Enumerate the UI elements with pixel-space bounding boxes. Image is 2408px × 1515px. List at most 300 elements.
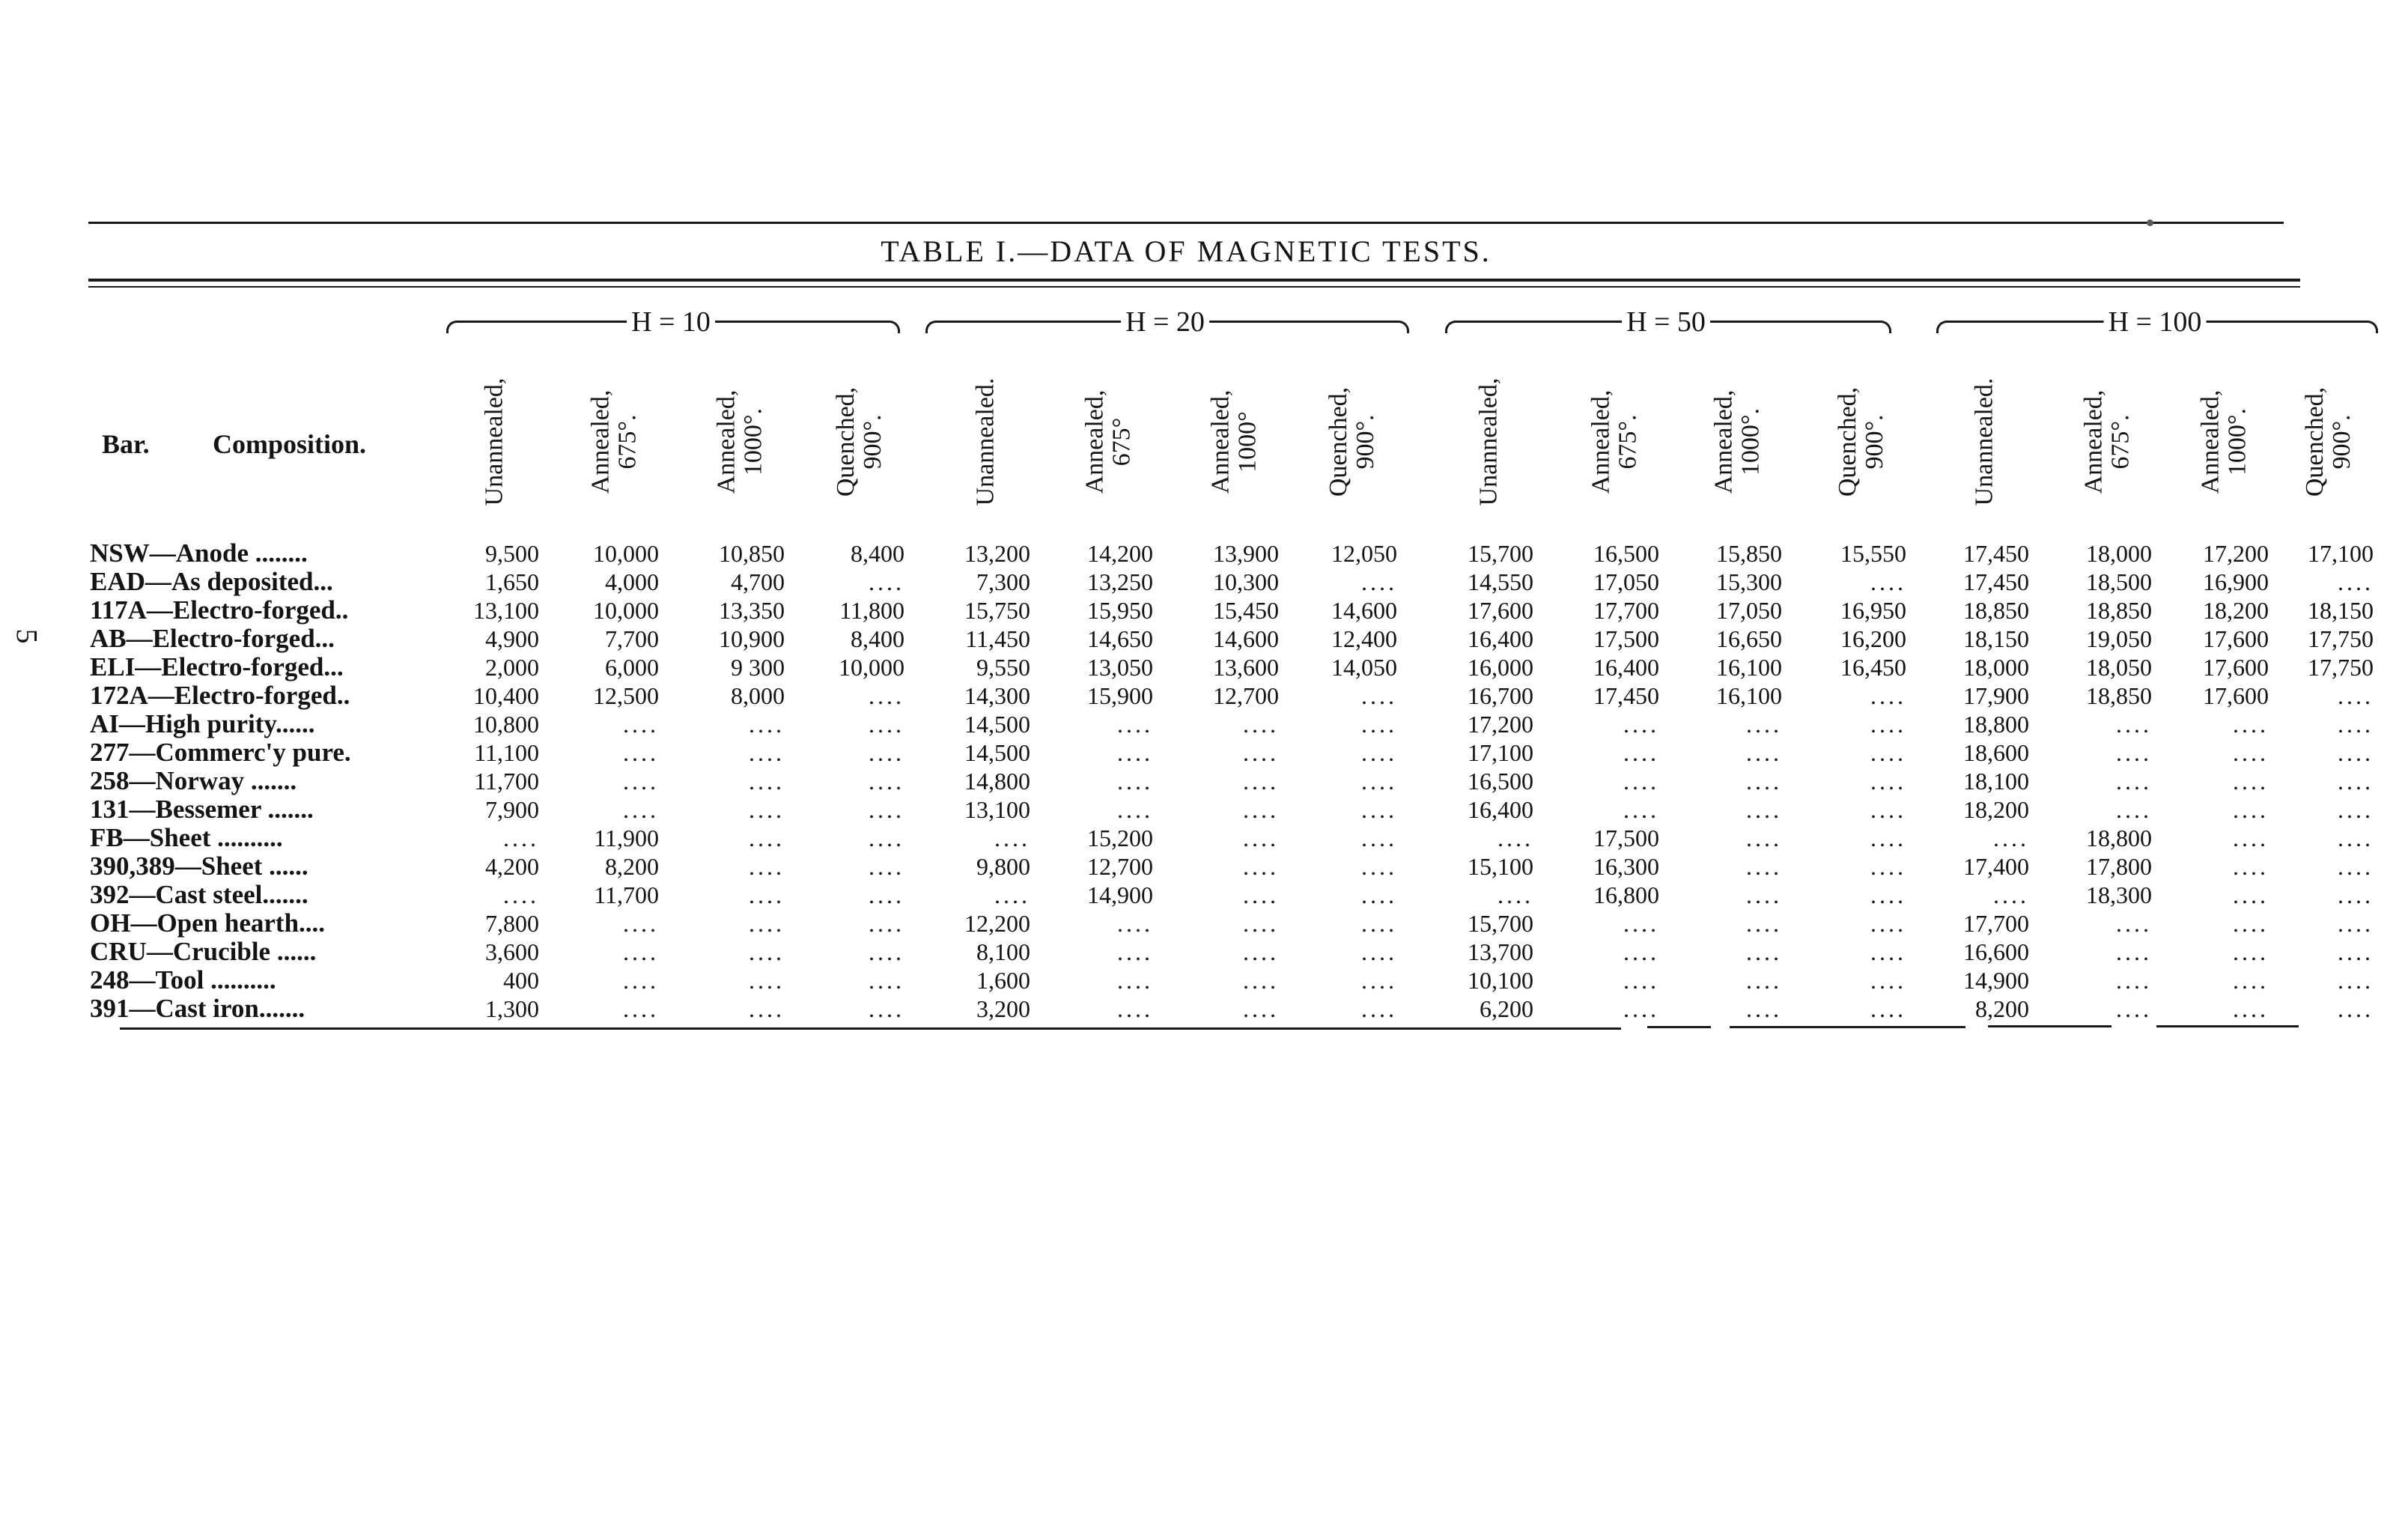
table-cell: 13,900 bbox=[1213, 540, 1279, 567]
table-cell: .... bbox=[2233, 768, 2269, 795]
table-cell: 8,200 bbox=[1975, 995, 2029, 1022]
column-header-line2: 1000° bbox=[1233, 411, 1261, 473]
column-header-line1: Annealed, bbox=[586, 389, 614, 494]
table-cell: 15,100 bbox=[1468, 853, 1533, 880]
table-cell: .... bbox=[1870, 682, 1906, 709]
table-cell: 10,000 bbox=[593, 540, 659, 567]
table-cell: 13,200 bbox=[964, 540, 1030, 567]
table-cell: .... bbox=[1870, 768, 1906, 795]
table-cell: 18,500 bbox=[2086, 568, 2152, 595]
table-cell: .... bbox=[1361, 881, 1397, 908]
table-cell: 14,550 bbox=[1468, 568, 1533, 595]
table-cell: 18,800 bbox=[2086, 825, 2152, 851]
table-cell: .... bbox=[1623, 739, 1659, 766]
table-cell: .... bbox=[1361, 682, 1397, 709]
table-cell: .... bbox=[869, 967, 904, 994]
table-cell: 12,500 bbox=[593, 682, 659, 709]
table-cell: 17,700 bbox=[1593, 597, 1659, 624]
table-cell: .... bbox=[869, 853, 904, 880]
table-cell: 15,200 bbox=[1087, 825, 1153, 851]
table-cell: 17,750 bbox=[2308, 654, 2374, 681]
table-cell: .... bbox=[623, 739, 659, 766]
table-cell: .... bbox=[623, 711, 659, 738]
table-cell: 15,900 bbox=[1087, 682, 1153, 709]
table-cell: .... bbox=[2116, 711, 2152, 738]
table-cell: 4,200 bbox=[485, 853, 539, 880]
table-cell: .... bbox=[1993, 825, 2029, 851]
table-cell: .... bbox=[2116, 995, 2152, 1022]
table-cell: .... bbox=[1117, 768, 1153, 795]
table-cell: .... bbox=[1746, 739, 1782, 766]
column-header-line1: Quenched, bbox=[2300, 386, 2329, 497]
table-cell: 19,050 bbox=[2086, 625, 2152, 652]
table-cell: 16,900 bbox=[2203, 568, 2269, 595]
table-cell: .... bbox=[994, 881, 1030, 908]
table-cell: 16,100 bbox=[1716, 654, 1782, 681]
table-cell: 16,400 bbox=[1468, 796, 1533, 823]
table-cell: .... bbox=[1746, 711, 1782, 738]
table-cell: .... bbox=[2233, 853, 2269, 880]
table-cell: .... bbox=[1243, 967, 1279, 994]
column-header-line2: 675° bbox=[1107, 417, 1135, 467]
table-cell: .... bbox=[869, 995, 904, 1022]
table-cell: .... bbox=[2233, 995, 2269, 1022]
table-cell: .... bbox=[2233, 938, 2269, 965]
table-cell: .... bbox=[1746, 796, 1782, 823]
table-cell: 18,150 bbox=[2308, 597, 2374, 624]
column-header-line1: Annealed, bbox=[1587, 389, 1614, 494]
table-cell: .... bbox=[1361, 825, 1397, 851]
table-cell: 17,600 bbox=[2203, 625, 2269, 652]
table-cell: 17,500 bbox=[1593, 625, 1659, 652]
table-cell: .... bbox=[749, 796, 785, 823]
table-cell: 12,200 bbox=[964, 910, 1030, 937]
table-cell: 15,700 bbox=[1468, 910, 1533, 937]
table-cell: .... bbox=[2116, 938, 2152, 965]
table-cell: 13,350 bbox=[719, 597, 785, 624]
table-cell: 16,300 bbox=[1593, 853, 1659, 880]
table-cell: 17,600 bbox=[1468, 597, 1533, 624]
row-label: NSW—Anode ........ bbox=[90, 539, 308, 568]
table-cell: 16,800 bbox=[1593, 881, 1659, 908]
table-cell: 13,050 bbox=[1087, 654, 1153, 681]
column-header-line2: 900°. bbox=[1860, 414, 1888, 470]
table-cell: 3,200 bbox=[976, 995, 1030, 1022]
column-header-text bbox=[1207, 390, 1261, 494]
table-cell: 18,200 bbox=[2203, 597, 2269, 624]
table-cell: 14,600 bbox=[1213, 625, 1279, 652]
table-cell: .... bbox=[749, 768, 785, 795]
table-cell: 16,700 bbox=[1468, 682, 1533, 709]
table-cell: .... bbox=[503, 881, 539, 908]
column-header-line1: Quenched, bbox=[1324, 386, 1352, 497]
table-cell: 15,950 bbox=[1087, 597, 1153, 624]
row-label: 391—Cast iron....... bbox=[90, 995, 305, 1023]
row-label: 390,389—Sheet ...... bbox=[90, 852, 308, 881]
column-header-line2: 1000°. bbox=[1736, 407, 1764, 476]
column-header bbox=[2231, 352, 2408, 532]
group-label: H = 100 bbox=[2104, 306, 2207, 338]
table-cell: 15,300 bbox=[1716, 568, 1782, 595]
top-rule bbox=[88, 222, 2284, 224]
table-cell: .... bbox=[1870, 995, 1906, 1022]
bottom-rule-segment bbox=[1730, 1026, 1965, 1028]
table-cell: 17,050 bbox=[1593, 568, 1659, 595]
table-cell: 16,450 bbox=[1840, 654, 1906, 681]
table-cell: .... bbox=[1361, 938, 1397, 965]
column-header-line2: 675°. bbox=[1614, 414, 1641, 470]
table-cell: .... bbox=[1498, 825, 1533, 851]
table-cell: 17,500 bbox=[1593, 825, 1659, 851]
table-cell: 14,300 bbox=[964, 682, 1030, 709]
table-cell: 13,250 bbox=[1087, 568, 1153, 595]
table-cell: 17,450 bbox=[1593, 682, 1659, 709]
table-cell: .... bbox=[503, 825, 539, 851]
table-cell: 8,400 bbox=[851, 625, 904, 652]
table-cell: 3,600 bbox=[485, 938, 539, 965]
column-header-text bbox=[972, 378, 999, 506]
group-label: H = 10 bbox=[627, 306, 715, 338]
table-cell: 18,300 bbox=[2086, 881, 2152, 908]
table-cell: 7,300 bbox=[976, 568, 1030, 595]
column-header-text bbox=[713, 390, 767, 494]
table-cell: .... bbox=[2338, 711, 2374, 738]
table-cell: 12,400 bbox=[1331, 625, 1397, 652]
table-cell: .... bbox=[1117, 967, 1153, 994]
table-cell: 16,400 bbox=[1593, 654, 1659, 681]
row-label: ELI—Electro-forged... bbox=[90, 653, 344, 681]
table-cell: .... bbox=[2338, 825, 2374, 851]
table-cell: 9 300 bbox=[731, 654, 785, 681]
column-header-text bbox=[1710, 390, 1764, 494]
table-cell: .... bbox=[2338, 910, 2374, 937]
table-cell: .... bbox=[1623, 711, 1659, 738]
table-cell: 10,800 bbox=[473, 711, 539, 738]
bottom-rule-segment bbox=[2156, 1025, 2299, 1027]
table-cell: .... bbox=[2116, 739, 2152, 766]
table-cell: 10,900 bbox=[719, 625, 785, 652]
table-cell: .... bbox=[1243, 995, 1279, 1022]
table-cell: 13,100 bbox=[473, 597, 539, 624]
row-label: CRU—Crucible ...... bbox=[90, 938, 317, 966]
column-header-text bbox=[1587, 390, 1641, 494]
column-header-line1: Quenched, bbox=[1833, 386, 1861, 497]
table-cell: .... bbox=[2338, 881, 2374, 908]
table-cell: .... bbox=[749, 910, 785, 937]
column-header-line1: Unannealed, bbox=[480, 377, 508, 506]
table-cell: .... bbox=[1243, 825, 1279, 851]
table-cell: .... bbox=[2233, 825, 2269, 851]
table-cell: .... bbox=[1361, 568, 1397, 595]
table-cell: .... bbox=[869, 825, 904, 851]
table-cell: .... bbox=[2116, 967, 2152, 994]
table-cell: .... bbox=[623, 910, 659, 937]
column-header-text bbox=[2302, 387, 2356, 497]
column-header-text bbox=[587, 390, 641, 494]
table-cell: 13,700 bbox=[1468, 938, 1533, 965]
table-cell: 15,450 bbox=[1213, 597, 1279, 624]
table-cell: .... bbox=[1243, 910, 1279, 937]
table-cell: 16,500 bbox=[1468, 768, 1533, 795]
table-cell: 13,600 bbox=[1213, 654, 1279, 681]
column-header-text bbox=[1971, 378, 1998, 506]
table-cell: .... bbox=[869, 910, 904, 937]
column-header-line1: Annealed, bbox=[1206, 389, 1234, 494]
table-cell: 17,400 bbox=[1963, 853, 2029, 880]
table-cell: .... bbox=[869, 568, 904, 595]
row-label: 131—Bessemer ....... bbox=[90, 795, 314, 824]
bottom-rule-segment bbox=[1988, 1025, 2111, 1027]
table-cell: .... bbox=[1746, 910, 1782, 937]
table-cell: .... bbox=[1870, 739, 1906, 766]
table-cell: .... bbox=[623, 967, 659, 994]
table-cell: .... bbox=[869, 881, 904, 908]
row-label: AI—High purity...... bbox=[90, 710, 315, 738]
table-cell: 9,800 bbox=[976, 853, 1030, 880]
table-cell: 9,550 bbox=[976, 654, 1030, 681]
table-cell: 18,850 bbox=[2086, 597, 2152, 624]
table-cell: 17,600 bbox=[2203, 682, 2269, 709]
table-cell: .... bbox=[749, 938, 785, 965]
table-cell: 6,200 bbox=[1480, 995, 1533, 1022]
table-cell: .... bbox=[1361, 796, 1397, 823]
table-cell: .... bbox=[869, 796, 904, 823]
column-header-line2: 675°. bbox=[2106, 414, 2134, 470]
table-cell: 10,000 bbox=[593, 597, 659, 624]
table-cell: .... bbox=[1117, 938, 1153, 965]
bottom-rule-segment bbox=[1647, 1026, 1711, 1028]
table-cell: .... bbox=[2233, 910, 2269, 937]
table-cell: 10,850 bbox=[719, 540, 785, 567]
table-cell: 16,000 bbox=[1468, 654, 1533, 681]
column-header-line1: Quenched, bbox=[831, 386, 860, 497]
table-cell: .... bbox=[1243, 853, 1279, 880]
column-header-line1: Annealed, bbox=[2196, 389, 2224, 494]
table-cell: 8,100 bbox=[976, 938, 1030, 965]
table-cell: .... bbox=[1746, 853, 1782, 880]
table-cell: .... bbox=[2338, 967, 2374, 994]
table-cell: 10,300 bbox=[1213, 568, 1279, 595]
table-cell: .... bbox=[2116, 796, 2152, 823]
table-cell: .... bbox=[1243, 768, 1279, 795]
table-cell: 11,450 bbox=[965, 625, 1030, 652]
table-cell: .... bbox=[1623, 995, 1659, 1022]
column-header-line1: Annealed, bbox=[1080, 389, 1108, 494]
table-cell: .... bbox=[1117, 739, 1153, 766]
table-cell: .... bbox=[2338, 739, 2374, 766]
table-cell: .... bbox=[1243, 938, 1279, 965]
table-cell: .... bbox=[2116, 910, 2152, 937]
column-header-text bbox=[833, 387, 887, 497]
column-header-line2: 675°. bbox=[613, 414, 641, 470]
table-title: TABLE I.—DATA OF MAGNETIC TESTS. bbox=[881, 234, 1492, 268]
table-cell: 12,050 bbox=[1331, 540, 1397, 567]
table-cell: 17,200 bbox=[1468, 711, 1533, 738]
title-underline-thick bbox=[88, 279, 2300, 282]
column-header-text bbox=[1834, 387, 1888, 497]
table-cell: 16,500 bbox=[1593, 540, 1659, 567]
column-header-line2: 900°. bbox=[1351, 414, 1379, 470]
table-cell: 17,100 bbox=[2308, 540, 2374, 567]
row-label: 117A—Electro-forged.. bbox=[90, 596, 349, 625]
table-cell: 14,650 bbox=[1087, 625, 1153, 652]
table-cell: .... bbox=[1870, 967, 1906, 994]
table-cell: .... bbox=[1746, 825, 1782, 851]
table-cell: .... bbox=[1243, 739, 1279, 766]
table-cell: 18,100 bbox=[1963, 768, 2029, 795]
table-cell: 9,500 bbox=[485, 540, 539, 567]
header-bar: Bar. bbox=[102, 429, 150, 459]
table-cell: .... bbox=[2338, 938, 2374, 965]
table-cell: 11,100 bbox=[474, 739, 539, 766]
row-label: 277—Commerc'y pure. bbox=[90, 738, 351, 767]
table-cell: 17,700 bbox=[1963, 910, 2029, 937]
row-label: FB—Sheet .......... bbox=[90, 824, 283, 852]
table-cell: .... bbox=[2338, 682, 2374, 709]
table-cell: 18,850 bbox=[2086, 682, 2152, 709]
table-cell: 16,200 bbox=[1840, 625, 1906, 652]
table-cell: 17,900 bbox=[1963, 682, 2029, 709]
table-cell: .... bbox=[1361, 910, 1397, 937]
table-cell: 11,800 bbox=[839, 597, 904, 624]
column-header-line1: Annealed, bbox=[2079, 389, 2107, 494]
table-cell: 7,700 bbox=[605, 625, 659, 652]
table-cell: .... bbox=[623, 796, 659, 823]
table-cell: 10,100 bbox=[1468, 967, 1533, 994]
row-label: 392—Cast steel....... bbox=[90, 881, 308, 909]
table-cell: .... bbox=[1746, 881, 1782, 908]
table-cell: .... bbox=[1870, 881, 1906, 908]
table-cell: 1,600 bbox=[976, 967, 1030, 994]
column-header-text bbox=[1475, 378, 1502, 506]
group-label: H = 20 bbox=[1121, 306, 1209, 338]
table-cell: .... bbox=[1361, 711, 1397, 738]
table-cell: .... bbox=[869, 739, 904, 766]
table-cell: .... bbox=[1746, 995, 1782, 1022]
table-cell: 17,750 bbox=[2308, 625, 2374, 652]
table-cell: 2,000 bbox=[485, 654, 539, 681]
column-header-line2: 900°. bbox=[2327, 414, 2356, 470]
table-cell: 17,600 bbox=[2203, 654, 2269, 681]
table-cell: .... bbox=[1361, 995, 1397, 1022]
table-cell: .... bbox=[1746, 967, 1782, 994]
table-cell: 14,900 bbox=[1963, 967, 2029, 994]
table-cell: 17,050 bbox=[1716, 597, 1782, 624]
table-cell: 16,400 bbox=[1468, 625, 1533, 652]
group-label: H = 50 bbox=[1622, 306, 1710, 338]
row-label: OH—Open hearth.... bbox=[90, 909, 326, 938]
table-cell: .... bbox=[2338, 995, 2374, 1022]
table-cell: .... bbox=[1361, 739, 1397, 766]
table-cell: .... bbox=[869, 768, 904, 795]
table-cell: .... bbox=[1117, 711, 1153, 738]
table-cell: 14,800 bbox=[964, 768, 1030, 795]
table-cell: .... bbox=[1746, 768, 1782, 795]
table-cell: 18,150 bbox=[1963, 625, 2029, 652]
table-cell: 8,000 bbox=[731, 682, 785, 709]
table-cell: .... bbox=[623, 768, 659, 795]
column-header-text bbox=[1325, 387, 1379, 497]
table-cell: .... bbox=[1870, 825, 1906, 851]
title-underline-thin bbox=[88, 286, 2300, 288]
table-cell: 4,900 bbox=[485, 625, 539, 652]
table-cell: 11,700 bbox=[594, 881, 659, 908]
table-cell: .... bbox=[623, 938, 659, 965]
page-number: 5 bbox=[10, 628, 44, 644]
table-cell: 18,050 bbox=[2086, 654, 2152, 681]
table-cell: 1,300 bbox=[485, 995, 539, 1022]
table-cell: .... bbox=[994, 825, 1030, 851]
table-cell: 8,400 bbox=[851, 540, 904, 567]
table-cell: 14,600 bbox=[1331, 597, 1397, 624]
table-cell: .... bbox=[1117, 995, 1153, 1022]
table-cell: .... bbox=[1243, 711, 1279, 738]
table-cell: 400 bbox=[503, 967, 539, 994]
table-cell: 16,600 bbox=[1963, 938, 2029, 965]
column-header-line1: Unannealed. bbox=[971, 377, 999, 506]
table-cell: 17,100 bbox=[1468, 739, 1533, 766]
table-cell: .... bbox=[869, 711, 904, 738]
table-cell: .... bbox=[2338, 568, 2374, 595]
table-cell: .... bbox=[1243, 881, 1279, 908]
table-cell: 12,700 bbox=[1087, 853, 1153, 880]
table-cell: 17,450 bbox=[1963, 540, 2029, 567]
table-cell: .... bbox=[869, 682, 904, 709]
row-label: AB—Electro-forged... bbox=[90, 625, 335, 653]
table-cell: 14,500 bbox=[964, 711, 1030, 738]
table-cell: .... bbox=[1243, 796, 1279, 823]
row-label: 248—Tool .......... bbox=[90, 966, 276, 995]
table-cell: 4,000 bbox=[605, 568, 659, 595]
table-cell: 11,900 bbox=[594, 825, 659, 851]
table-cell: .... bbox=[623, 995, 659, 1022]
table-cell: 16,950 bbox=[1840, 597, 1906, 624]
table-cell: .... bbox=[749, 967, 785, 994]
table-cell: .... bbox=[1361, 967, 1397, 994]
table-cell: .... bbox=[749, 711, 785, 738]
table-cell: 18,800 bbox=[1963, 711, 2029, 738]
column-header-text bbox=[481, 378, 508, 506]
table-cell: .... bbox=[749, 739, 785, 766]
table-cell: .... bbox=[749, 853, 785, 880]
table-cell: .... bbox=[1870, 938, 1906, 965]
table-cell: 17,200 bbox=[2203, 540, 2269, 567]
table-cell: 16,650 bbox=[1716, 625, 1782, 652]
table-cell: .... bbox=[1870, 910, 1906, 937]
table-cell: .... bbox=[1623, 768, 1659, 795]
table-cell: 14,200 bbox=[1087, 540, 1153, 567]
column-header-line2: 1000°. bbox=[2223, 407, 2251, 476]
table-cell: 1,650 bbox=[485, 568, 539, 595]
table-cell: 7,800 bbox=[485, 910, 539, 937]
table-cell: .... bbox=[749, 995, 785, 1022]
table-cell: 12,700 bbox=[1213, 682, 1279, 709]
table-cell: 18,200 bbox=[1963, 796, 2029, 823]
table-cell: .... bbox=[2116, 768, 2152, 795]
table-cell: .... bbox=[2233, 881, 2269, 908]
table-cell: .... bbox=[1623, 938, 1659, 965]
table-cell: .... bbox=[1117, 796, 1153, 823]
table-cell: .... bbox=[2233, 739, 2269, 766]
table-cell: .... bbox=[1361, 853, 1397, 880]
header-composition: Composition. bbox=[213, 429, 367, 459]
table-cell: .... bbox=[1746, 938, 1782, 965]
table-cell: .... bbox=[1117, 910, 1153, 937]
table-cell: 10,400 bbox=[473, 682, 539, 709]
row-label: EAD—As deposited... bbox=[90, 568, 333, 596]
table-cell: 15,700 bbox=[1468, 540, 1533, 567]
table-cell: 17,800 bbox=[2086, 853, 2152, 880]
